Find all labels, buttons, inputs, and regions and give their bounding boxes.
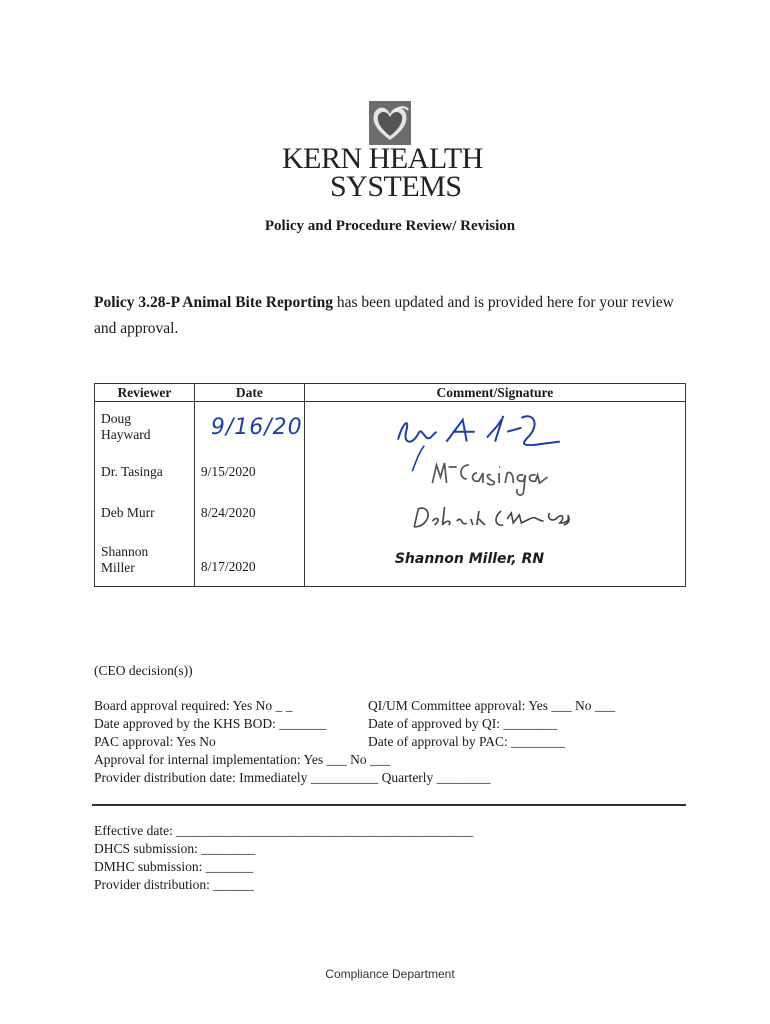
decisions-heading: (CEO decision(s)) (94, 663, 193, 678)
signature-tasinga (305, 453, 685, 491)
pac-approval-line: PAC approval: Yes No (94, 734, 216, 749)
reviewer-name: Doug (101, 411, 131, 427)
comment-column-header: Comment/Signature (304, 384, 685, 402)
intro-paragraph (94, 290, 694, 342)
table-row (95, 402, 686, 453)
effective-date-line: Effective date: ____________________________________________ (94, 823, 474, 838)
internal-approval-line: Approval for internal implementation: Yes ___ No ___ (94, 752, 391, 767)
provider-distribution-field: Provider distribution: ______ (94, 877, 254, 892)
board-approval-line: Board approval required: Yes No _ _ (94, 698, 293, 713)
handwritten-date: 9/16/20 (210, 414, 303, 440)
reviewer-cell (95, 491, 195, 535)
provider-distribution-line: Provider distribution date: Immediately __________ Quarterly ________ (94, 770, 491, 785)
kern-health-logo-icon (368, 100, 412, 146)
qi-date-line: Date of approved by QI: ________ (368, 716, 558, 731)
date-cell (194, 402, 304, 453)
table-row (95, 491, 686, 535)
qi-um-approval-line: QI/UM Committee approval: Yes ___ No ___ (368, 698, 616, 713)
dmhc-submission-line: DMHC submission: _______ (94, 859, 254, 874)
policy-name: Policy 3.28-P Animal Bite Reporting (94, 294, 333, 311)
signature-murr (305, 491, 685, 535)
date-cell: 9/15/2020 (194, 453, 304, 491)
reviewer-name: Shannon (101, 544, 149, 560)
review-table (94, 383, 686, 587)
table-row (95, 453, 686, 491)
signature-cell (304, 491, 685, 535)
reviewer-name-line2: Miller (101, 560, 135, 576)
submission-section (94, 822, 473, 894)
table-header-row (95, 384, 686, 402)
signature-cell (304, 535, 685, 587)
pac-date-line: Date of approval by PAC: ________ (368, 734, 566, 749)
signature-cell (304, 453, 685, 491)
intro-text: has been updated and is provided here for your review and approval. (94, 294, 674, 337)
document-title: Policy and Procedure Review/ Revision (264, 218, 516, 234)
reviewer-cell (95, 402, 195, 453)
reviewer-name: Dr. Tasinga (101, 463, 163, 479)
dhcs-submission-line: DHCS submission: ________ (94, 841, 256, 856)
footer-text: Compliance Department (325, 967, 455, 981)
date-cell: 8/24/2020 (194, 491, 304, 535)
signature-cell (304, 402, 685, 453)
reviewer-cell (95, 535, 195, 587)
table-row (95, 535, 686, 587)
signature-miller: Shannon Miller, RN (394, 550, 545, 567)
decisions-right-column (368, 697, 615, 751)
section-divider (92, 804, 686, 806)
reviewer-cell (95, 453, 195, 491)
reviewer-name-line2: Hayward (101, 427, 151, 443)
bod-date-line: Date approved by the KHS BOD: _______ (94, 716, 327, 731)
date-cell: 8/17/2020 (194, 535, 304, 587)
reviewer-name: Deb Murr (101, 504, 155, 520)
org-name-line2: SYSTEMS (330, 170, 462, 203)
date-column-header: Date (194, 384, 304, 402)
signature-hayward (305, 402, 685, 453)
org-name-line1: KERN HEALTH (282, 142, 483, 175)
reviewer-column-header: Reviewer (95, 384, 195, 402)
